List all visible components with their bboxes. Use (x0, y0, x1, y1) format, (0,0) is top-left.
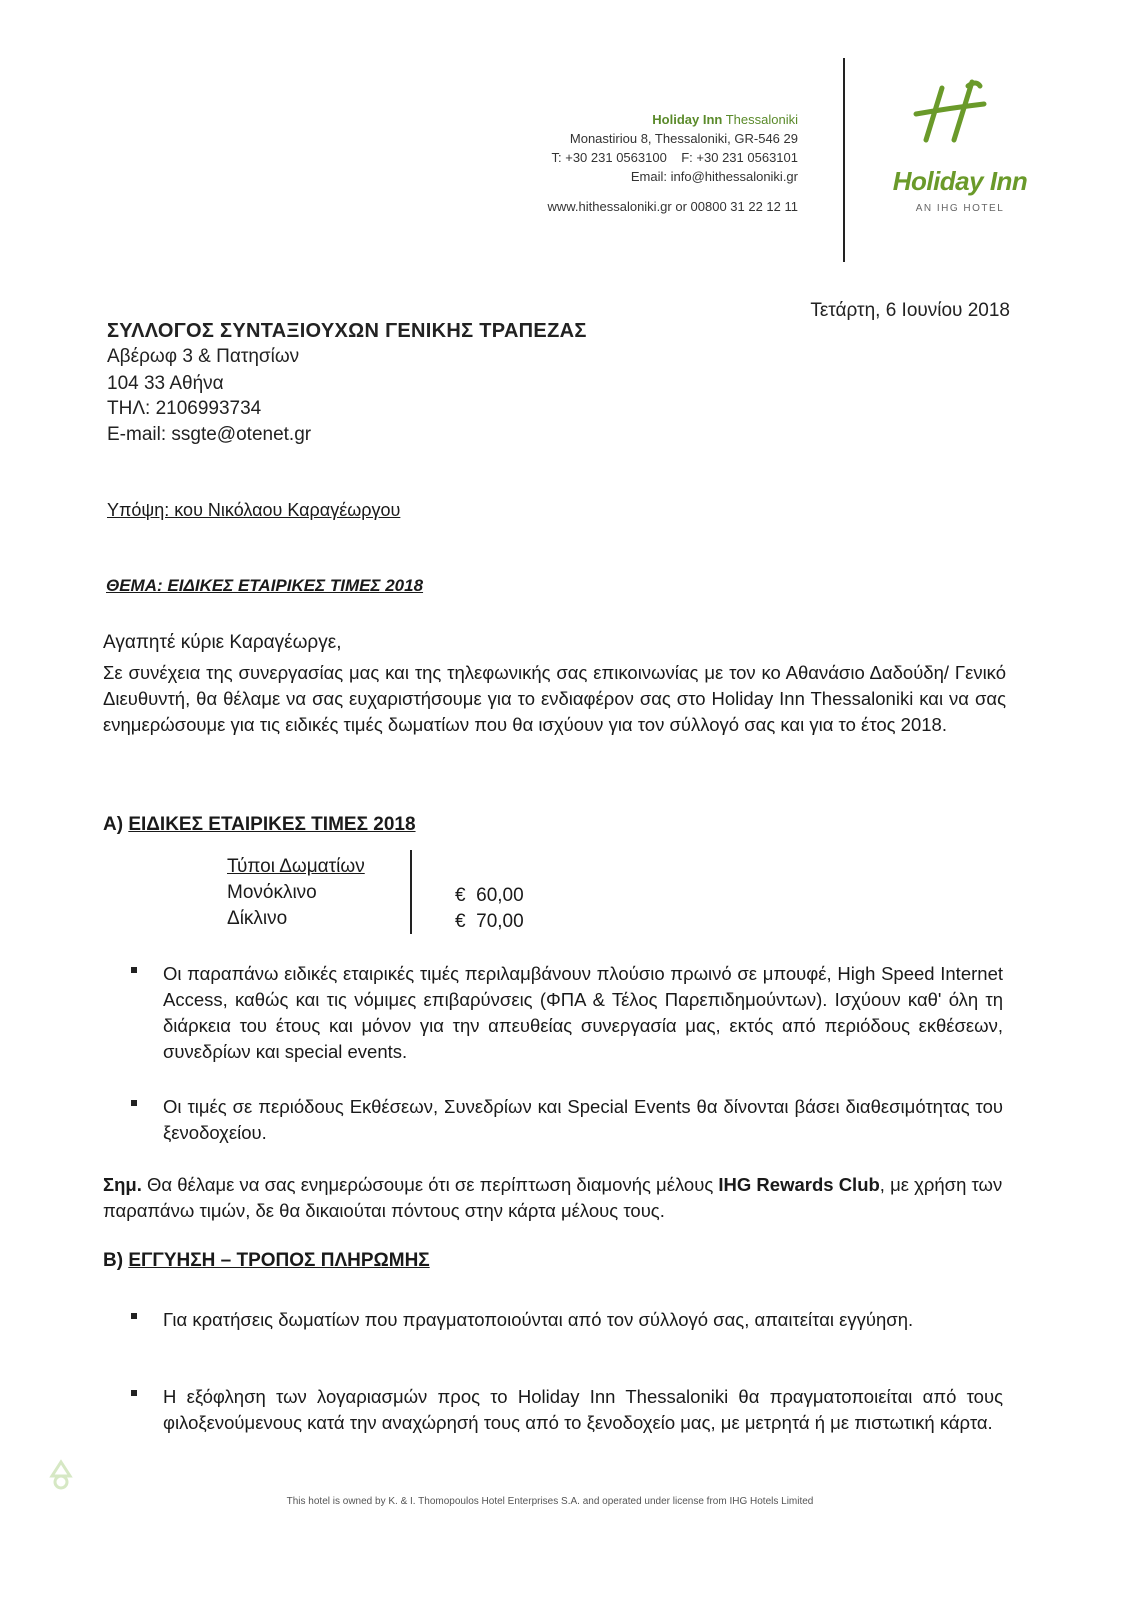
bullet-rates-includes: Οι παραπάνω ειδικές εταιρικές τιμές περιλαμβάνουν πλούσιο πρωινό σε μπουφέ, High Speed Internet Access, καθώς και τις νόμιμες επιβαρύνσεις (ΦΠΑ & Τέλος Παρεπιδημούντων). Ισχύουν καθ' όλη τη διάρκεια του έτους και μόνον για την απευθείας συνεργασία μας, εκτός από περιόδους εκθέσεων, συνεδρίων και special events. (163, 963, 1003, 1062)
hotel-name-city: Thessaloniki (722, 112, 798, 127)
bullet-marker (128, 964, 140, 976)
room-price-double: € 70,00 (455, 911, 524, 932)
note-paragraph (103, 1172, 1006, 1224)
attention-line: Υπόψη: κου Νικόλαου Καραγέωργου (107, 500, 401, 520)
header-divider (843, 58, 845, 262)
bullet-rates-events: Οι τιμές σε περιόδους Εκθέσεων, Συνεδρίων και Special Events θα δίνονται βάσει διαθεσιμότητας του ξενοδοχείου. (163, 1096, 1003, 1143)
bullet-payment: Η εξόφληση των λογαριασμών προς το Holiday Inn Thessaloniki θα πραγματοποιείται από τους φιλοξενούμενους κατά την αναχώρησή τους από το ξενοδοχείο μας, με μετρητά ή με πιστωτική κάρτα. (163, 1386, 1003, 1433)
holiday-inn-logo-icon (880, 78, 1040, 218)
recipient-address-line: Αβέρωφ 3 & Πατησίων (107, 346, 300, 367)
recipient-phone: ΤΗΛ: 2106993734 (107, 398, 262, 419)
note-text-2: , με χρήση των παραπάνω τιμών, δε θα δικαιούται πόντους στην κάρτα μέλους τους. (103, 1174, 1003, 1221)
section-a-heading (103, 814, 416, 836)
intro-paragraph: Σε συνέχεια της συνεργασίας μας και της τηλεφωνικής σας επικοινωνίας με τον κο Αθανάσιο Δαδούδη/ Γενικό Διευθυντή, θα θέλαμε να σας ευχαριστήσουμε για το ενδιαφέρον σας στο Holiday Inn Thessaloniki και να σας ενημερώσουμε για τις ειδικές τιμές δωματίων που θα ισχύουν για τον σύλλογό σας και για το έτος 2018. (103, 662, 1006, 735)
recipient-email: E-mail: ssgte@otenet.gr (107, 424, 312, 445)
hotel-website: www.hithessaloniki.gr or 00800 31 22 12 11 (547, 199, 798, 214)
subject-line: ΘΕΜΑ: ΕΙΔΙΚΕΣ ΕΤΑΙΡΙΚΕΣ ΤΙΜΕΣ 2018 (106, 576, 424, 595)
hotel-address: Monastiriou 8, Thessaloniki, GR-546 29 (569, 131, 798, 146)
hotel-email: Email: info@hithessaloniki.gr (630, 169, 798, 184)
hotel-name (652, 110, 798, 129)
section-b-heading (103, 1250, 430, 1272)
greeting: Αγαπητέ κύριε Καραγέωργε, (103, 632, 342, 653)
section-a-title: ΕΙΔΙΚΕΣ ΕΤΑΙΡΙΚΕΣ ΤΙΜΕΣ 2018 (128, 814, 416, 835)
bullet-marker (128, 1310, 140, 1322)
logo-wordmark: Holiday Inn (892, 166, 1028, 196)
recipient-organization: ΣΥΛΛΟΓΟΣ ΣΥΝΤΑΞΙΟΥΧΩΝ ΓΕΝΙΚΗΣ ΤΡΑΠΕΖΑΣ (107, 320, 587, 342)
note-rewards-club: IHG Rewards Club (718, 1174, 880, 1195)
room-price-single: € 60,00 (455, 885, 524, 906)
section-b-title: ΕΓΓΥΗΣΗ – ΤΡΟΠΟΣ ΠΛΗΡΩΜΗΣ (128, 1250, 430, 1271)
footer-ownership: This hotel is owned by K. & I. Thomopoulos Hotel Enterprises S.A. and operated under license from IHG Hotels Limited (286, 1496, 814, 1507)
room-types-header: Τύποι Δωματίων (227, 856, 365, 877)
recycle-icon (44, 1458, 78, 1492)
hotel-phone-fax: T: +30 231 0563100 F: +30 231 0563101 (551, 150, 798, 165)
logo-subtitle: AN IHG HOTEL (915, 203, 1005, 214)
section-a-prefix: Α) (103, 814, 129, 835)
letter-date: Τετάρτη, 6 Ιουνίου 2018 (810, 300, 1010, 321)
room-type-double: Δίκλινο (227, 908, 288, 929)
section-b-prefix: Β) (103, 1250, 129, 1271)
hotel-name-bold: Holiday Inn (652, 112, 723, 127)
recipient-city: 104 33 Αθήνα (107, 373, 224, 394)
bullet-marker (128, 1387, 140, 1399)
note-text-1: Θα θέλαμε να σας ενημερώσουμε ότι σε περίπτωση διαμονής μέλους (141, 1174, 719, 1195)
room-table-divider (410, 850, 412, 934)
bullet-marker (128, 1097, 140, 1109)
room-type-single: Μονόκλινο (227, 882, 317, 903)
bullet-guarantee: Για κρατήσεις δωματίων που πραγματοποιούνται από τον σύλλογό σας, απαιτείται εγγύηση. (163, 1309, 914, 1330)
note-label: Σημ. (103, 1174, 142, 1195)
